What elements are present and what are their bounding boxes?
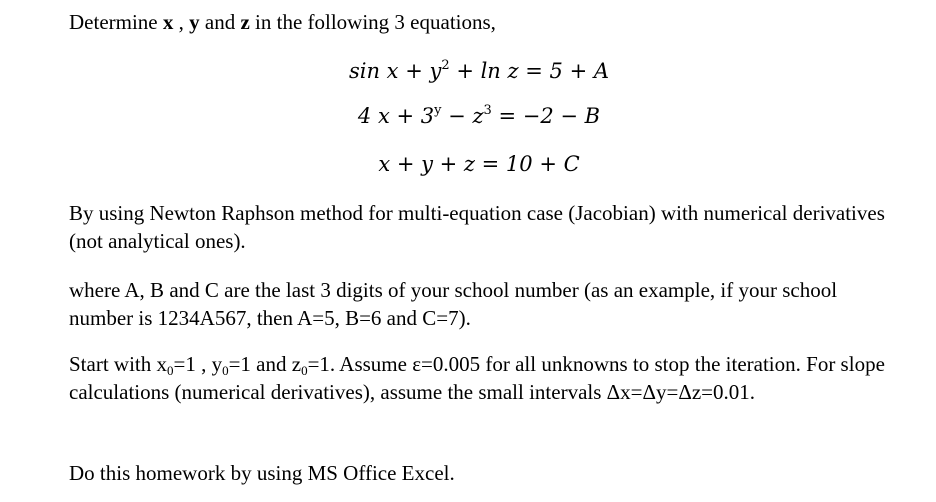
start-text: =1 and z — [228, 352, 302, 376]
eq2-term1: 4 x — [357, 104, 390, 128]
variable-y: y — [189, 10, 200, 34]
eq1-rhs: 5 + A — [549, 59, 610, 83]
eq1-equals: = — [518, 59, 550, 83]
excel-paragraph: Do this homework by using MS Office Excel. — [69, 461, 455, 485]
eq1-term2: y — [429, 59, 442, 83]
subscript-zero: 0 — [222, 363, 229, 378]
eq2-exponent: 3 — [483, 103, 492, 118]
intro-separator: , — [173, 10, 190, 34]
method-paragraph: By using Newton Raphson method for multi-equation case (Jacobian) with numerical derivatives (not analytical ones). — [69, 201, 885, 253]
equation-3 — [69, 149, 889, 179]
subscript-zero: 0 — [301, 363, 308, 378]
start-paragraph — [69, 350, 889, 406]
intro-separator: and — [199, 10, 241, 34]
eq3-text: x + y + z = 10 + C — [378, 152, 580, 176]
variable-z: z — [240, 10, 250, 34]
intro-text: in the following 3 equations, — [249, 10, 496, 34]
start-text: =1. Assume ε=0.005 for all unknowns to stop the iteration. For slope calculations (numerical derivatives), assume the small intervals Δx=Δy=Δz=0.01. — [69, 352, 885, 404]
eq1-term3: ln z — [480, 59, 519, 83]
eq2-rhs: −2 − B — [522, 104, 601, 128]
eq1-term1: sin x — [348, 59, 399, 83]
eq1-exponent: 2 — [441, 58, 450, 73]
equation-2 — [69, 101, 889, 131]
start-text: =1 , y — [173, 352, 223, 376]
eq2-operator: + — [389, 104, 421, 128]
eq2-term3: z — [472, 104, 484, 128]
intro-paragraph — [69, 8, 889, 36]
intro-text: Determine — [69, 10, 163, 34]
subscript-zero: 0 — [167, 363, 174, 378]
eq2-exponent: y — [434, 103, 442, 118]
abc-paragraph: where A, B and C are the last 3 digits of your school number (as an example, if your school number is 1234A567, then A=5, B=6 and C=7). — [69, 278, 838, 330]
equation-1 — [69, 56, 889, 86]
variable-x: x — [162, 10, 174, 34]
eq1-operator: + — [449, 59, 481, 83]
eq2-equals: = — [491, 104, 523, 128]
start-text: Start with x — [69, 352, 167, 376]
eq2-operator: − — [441, 104, 473, 128]
eq1-operator: + — [398, 59, 430, 83]
eq2-term2: 3 — [420, 104, 435, 128]
